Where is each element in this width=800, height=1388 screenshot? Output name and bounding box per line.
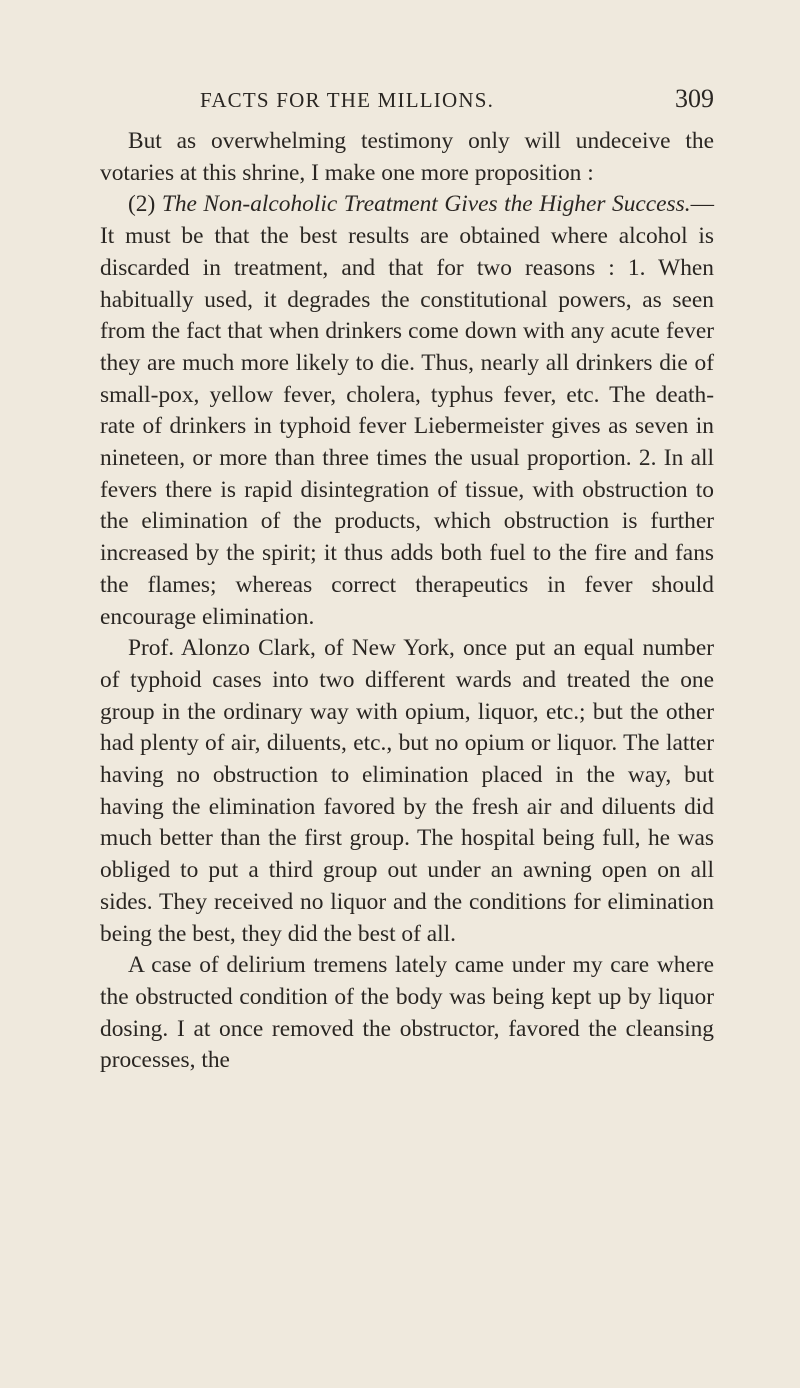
section-heading: The Non-alcoholic Treatment Gives the Higher Success. <box>161 191 691 218</box>
paragraph-4: A case of delirium tremens lately came under my care where the obstructed condition of the body was being kept up by liquor dosing. I at once removed the obstructor, favored the cleansing processes, the <box>100 952 714 1074</box>
paragraph-3: Prof. Alonzo Clark, of New York, once put an equal number of typhoid cases into two different wards and treated the one group in the ordinary way with opium, liquor, etc.; but the other had plenty of air, diluents, etc., but no opium or liquor. The latter having no obstruction to elimination placed in the way, but having the elimination favored by the fresh air and diluents did much better than the first group. The hospital being full, he was obliged to put a third group out under an awning open on all sides. They received no liquor and the conditions for elimination being the best, they did the best of all. <box>100 635 714 947</box>
page-header <box>100 84 714 124</box>
running-head: FACTS FOR THE MILLIONS. <box>200 88 495 112</box>
paragraph-2-body: —It must be that the best results are obtained where alcohol is discarded in treatment, and that for two reasons : 1. When habitually used, it degrades the constitutional powers, as seen from the fact that when drinkers come down with any acute fever they are much more likely to die. Thus, nearly all drinkers die of small-pox, yellow fever, cholera, typhus fever, etc. The death-rate of drinkers in typhoid fever Liebermeister gives as seven in nineteen, or more than three times the usual proportion. 2. In all fevers there is rapid disintegration of tissue, with obstruction to the elimination of the products, which obstruction is further increased by the spirit; it thus adds both fuel to the fire and fans the flames; whereas correct therapeutics in fever should encourage elimination. <box>100 191 714 630</box>
paragraph-2 <box>100 189 714 633</box>
body-text <box>100 126 714 1077</box>
page-number: 309 <box>675 84 714 113</box>
section-number: (2) <box>128 191 162 218</box>
paragraph-1: But as overwhelming testimony only will undeceive the votaries at this shrine, I make one more proposition : <box>100 128 714 186</box>
